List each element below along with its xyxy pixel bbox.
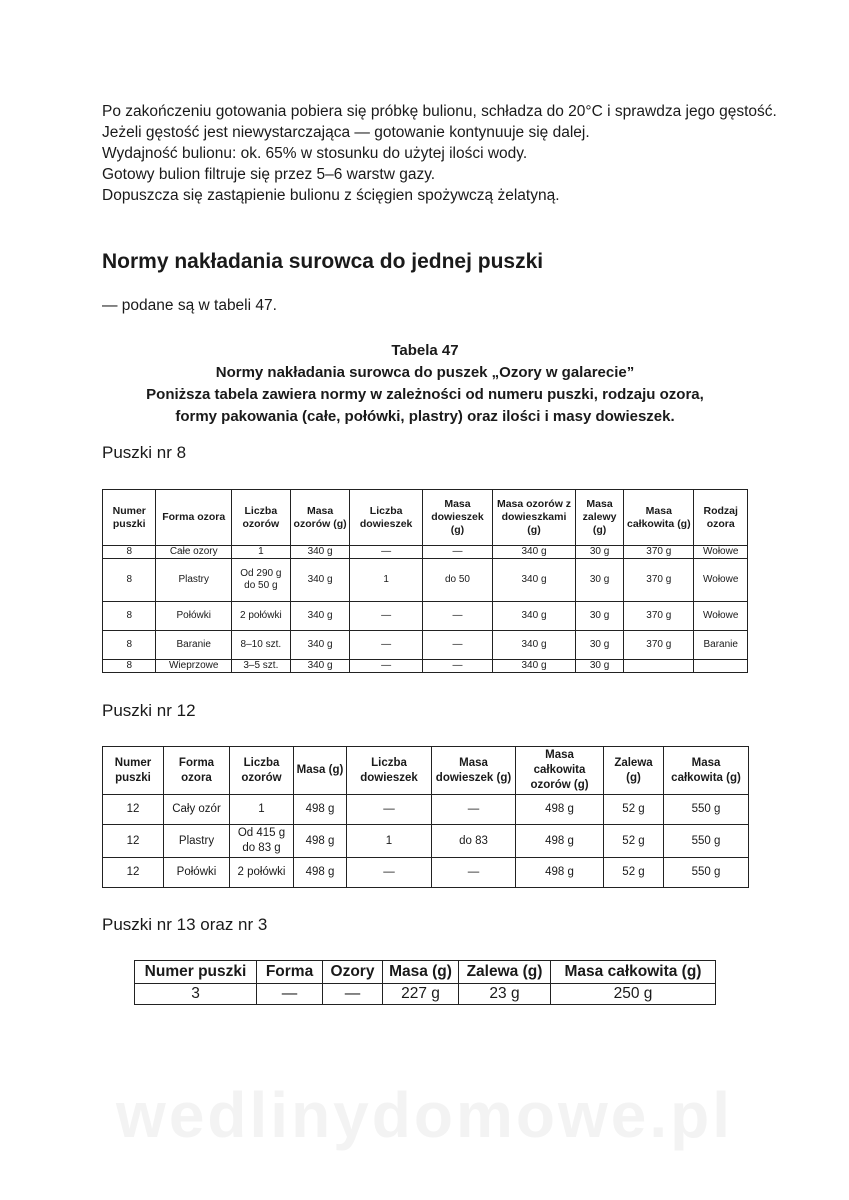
table-cell: 498 g (516, 858, 604, 888)
paragraph: Dopuszcza się zastąpienie bulionu z ścięgien spożywczą żelatyną. (102, 187, 560, 204)
table-cell: 340 g (290, 559, 350, 602)
table12-heading: Puszki nr 12 (102, 701, 196, 720)
column-header: Masa całkowita ozorów (g) (516, 747, 604, 795)
column-header: Masa (g) (294, 747, 347, 795)
table-cell: 12 (103, 825, 164, 858)
column-header: Rodzaj ozora (694, 490, 748, 546)
table-cell: Wieprzowe (156, 660, 232, 673)
table-cell: 30 g (575, 602, 623, 631)
column-header: Numer puszki (103, 747, 164, 795)
table-cell: do 83 (432, 825, 516, 858)
table-row (103, 559, 748, 602)
column-header: Masa (g) (383, 961, 459, 984)
column-header: Masa dowieszek (g) (422, 490, 492, 546)
column-header: Forma ozora (156, 490, 232, 546)
table-header-row (103, 490, 748, 546)
table-cell: 30 g (575, 660, 623, 673)
table-cell: 1 (231, 546, 290, 559)
table-cell: 30 g (575, 546, 623, 559)
column-header: Forma ozora (164, 747, 230, 795)
paragraph: Po zakończeniu gotowania pobiera się próbkę bulionu, schładza do 20°C i sprawdza jego gęstość. (102, 103, 777, 120)
table-cell: 340 g (290, 602, 350, 631)
table-cell: — (422, 631, 492, 660)
table-cell: Cały ozór (164, 795, 230, 825)
table-cell: 52 g (604, 858, 664, 888)
table-cell: Wołowe (694, 602, 748, 631)
table-cell: 1 (230, 795, 294, 825)
table-cell: Całe ozory (156, 546, 232, 559)
table-cell: 23 g (459, 984, 551, 1005)
caption-line: Normy nakładania surowca do puszek „Ozory w galarecie” (215, 364, 635, 381)
table-puszki-13 (134, 960, 716, 1005)
table-cell: 12 (103, 858, 164, 888)
table-cell: Baranie (156, 631, 232, 660)
column-header: Masa ozorów z dowieszkami (g) (493, 490, 576, 546)
intro-paragraphs (102, 101, 782, 206)
table-cell: — (350, 660, 422, 673)
column-header: Liczba ozorów (230, 747, 294, 795)
table8-heading: Puszki nr 8 (102, 443, 187, 462)
table-cell: 52 g (604, 795, 664, 825)
table-cell: 550 g (664, 825, 749, 858)
column-header: Ozory (323, 961, 383, 984)
table-cell: — (422, 660, 492, 673)
table-header-row (103, 747, 749, 795)
table-row (103, 546, 748, 559)
table-cell: — (350, 631, 422, 660)
table-cell: Połówki (156, 602, 232, 631)
column-header: Zalewa (g) (459, 961, 551, 984)
table-row (103, 660, 748, 673)
table-cell: 340 g (290, 631, 350, 660)
table-cell: 227 g (383, 984, 459, 1005)
table-row (103, 825, 749, 858)
table-cell: 2 połówki (231, 602, 290, 631)
section-note: — podane są w tabeli 47. (102, 297, 277, 314)
table-cell: 498 g (516, 825, 604, 858)
table-cell: 30 g (575, 631, 623, 660)
section-title: Normy nakładania surowca do jednej puszki (102, 250, 544, 273)
table-row (103, 602, 748, 631)
table-cell: 340 g (493, 631, 576, 660)
table-cell: Połówki (164, 858, 230, 888)
table-cell: Wołowe (694, 559, 748, 602)
table-cell: — (350, 546, 422, 559)
watermark: wedlinydomowe.pl (116, 1079, 733, 1151)
table-cell: 370 g (624, 546, 694, 559)
table-cell: — (347, 858, 432, 888)
paragraph: Wydajność bulionu: ok. 65% w stosunku do użytej ilości wody. (102, 145, 528, 162)
caption-line: Tabela 47 (391, 342, 459, 359)
table-cell: 370 g (624, 602, 694, 631)
table-row (103, 631, 748, 660)
table-cell: 8 (103, 660, 156, 673)
table13-heading: Puszki nr 13 oraz nr 3 (102, 915, 268, 934)
table-cell: — (347, 795, 432, 825)
column-header: Liczba ozorów (231, 490, 290, 546)
caption-line: formy pakowania (całe, połówki, plastry) oraz ilości i masy dowieszek. (175, 408, 675, 425)
table-cell: Od 415 g do 83 g (230, 825, 294, 858)
column-header: Masa ozorów (g) (290, 490, 350, 546)
paragraph: Gotowy bulion filtruje się przez 5–6 warstw gazy. (102, 166, 436, 183)
column-header: Numer puszki (103, 490, 156, 546)
table-cell: 1 (347, 825, 432, 858)
table-cell: 8 (103, 546, 156, 559)
paragraph: Jeżeli gęstość jest niewystarczająca — gotowanie kontynuuje się dalej. (102, 124, 590, 141)
table-header-row (135, 961, 716, 984)
table-cell: 340 g (290, 546, 350, 559)
table-cell: Wołowe (694, 546, 748, 559)
table-cell: Plastry (156, 559, 232, 602)
table-cell: do 50 (422, 559, 492, 602)
table-cell: 8 (103, 602, 156, 631)
table-row (135, 984, 716, 1005)
table-cell: Plastry (164, 825, 230, 858)
column-header: Masa zalewy (g) (575, 490, 623, 546)
table-cell: 3 (135, 984, 257, 1005)
table-puszki-8 (102, 489, 748, 673)
table-cell: 498 g (294, 795, 347, 825)
table-cell: — (323, 984, 383, 1005)
table-row (103, 858, 749, 888)
table-cell: 498 g (294, 825, 347, 858)
table-cell (624, 660, 694, 673)
table-puszki-12 (102, 746, 749, 888)
table-cell: 550 g (664, 858, 749, 888)
table-cell: — (422, 602, 492, 631)
table-caption (60, 340, 790, 428)
column-header: Masa całkowita (g) (664, 747, 749, 795)
table-cell: 30 g (575, 559, 623, 602)
table-cell: 250 g (551, 984, 716, 1005)
column-header: Masa dowieszek (g) (432, 747, 516, 795)
column-header: Forma (257, 961, 323, 984)
table-cell: 52 g (604, 825, 664, 858)
table-cell: — (422, 546, 492, 559)
table-cell: — (257, 984, 323, 1005)
table-cell: 2 połówki (230, 858, 294, 888)
table-cell: — (432, 858, 516, 888)
table-cell: 550 g (664, 795, 749, 825)
table-cell (694, 660, 748, 673)
column-header: Numer puszki (135, 961, 257, 984)
caption-line: Poniższa tabela zawiera normy w zależności od numeru puszki, rodzaju ozora, (146, 386, 704, 403)
table-cell: — (350, 602, 422, 631)
table-cell: 12 (103, 795, 164, 825)
table-row (103, 795, 749, 825)
column-header: Masa całkowita (g) (624, 490, 694, 546)
table-cell: — (432, 795, 516, 825)
column-header: Masa całkowita (g) (551, 961, 716, 984)
table-cell: 340 g (493, 559, 576, 602)
table-cell: 370 g (624, 631, 694, 660)
table-cell: 370 g (624, 559, 694, 602)
column-header: Liczba dowieszek (350, 490, 422, 546)
table-cell: 498 g (516, 795, 604, 825)
table-cell: 8 (103, 631, 156, 660)
table-cell: 3–5 szt. (231, 660, 290, 673)
table-cell: 498 g (294, 858, 347, 888)
table-cell: Od 290 g do 50 g (231, 559, 290, 602)
table-cell: 1 (350, 559, 422, 602)
column-header: Liczba dowieszek (347, 747, 432, 795)
table-cell: 340 g (493, 546, 576, 559)
table-cell: 8–10 szt. (231, 631, 290, 660)
table-cell: 8 (103, 559, 156, 602)
column-header: Zalewa (g) (604, 747, 664, 795)
table-cell: 340 g (290, 660, 350, 673)
table-cell: Baranie (694, 631, 748, 660)
table-cell: 340 g (493, 602, 576, 631)
table-cell: 340 g (493, 660, 576, 673)
